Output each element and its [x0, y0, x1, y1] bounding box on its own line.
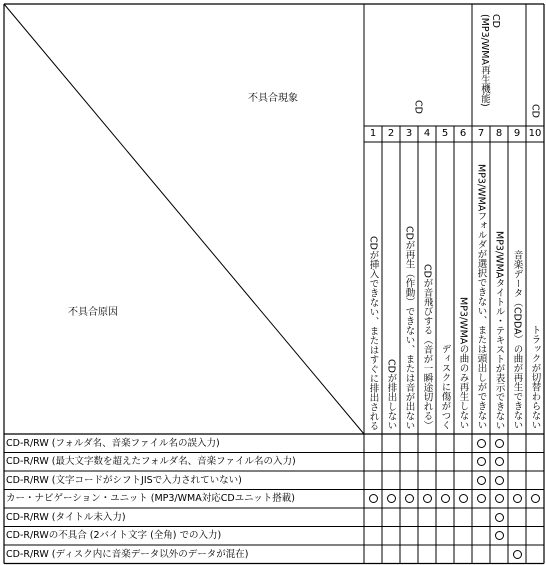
column-phenomenon-text: MP3/WMAフォルダが選択できない、または頭出しができない [475, 164, 487, 430]
column-number: 4 [423, 128, 431, 139]
applicable-mark-circle [513, 494, 522, 503]
column-number: 1 [369, 128, 377, 139]
applicable-mark-circle [495, 439, 504, 448]
column-group-label: CD (MP3/WMA再生機能) [479, 14, 501, 107]
column-phenomenon-text: ディスクに傷がつく [439, 344, 451, 430]
applicable-mark-circle [531, 494, 540, 503]
applicable-mark-circle [369, 494, 378, 503]
applicable-mark-circle [477, 457, 486, 466]
row-cause-text: CD-R/RW (文字コードがシフトJISで入力されていない) [6, 474, 242, 486]
corner-diagonal [4, 4, 364, 434]
column-number: 7 [477, 128, 485, 139]
column-group-label: CD [412, 100, 424, 114]
row-cause-text: CD-R/RW (最大文字数を超えたフォルダ名、音楽ファイル名の入力) [6, 456, 296, 467]
applicable-mark-circle [405, 494, 414, 503]
applicable-mark-circle [495, 494, 504, 503]
applicable-mark-circle [477, 439, 486, 448]
applicable-mark-circle [423, 494, 432, 503]
column-number: 5 [441, 128, 449, 139]
applicable-mark-circle [477, 476, 486, 485]
column-phenomenon-text: トラックが切替わらない [529, 325, 541, 430]
column-phenomenon-text: 音楽データ（CDDA）の曲が再生できない [511, 250, 523, 430]
row-cause-text: CD-R/RW (ディスク内に音楽データ以外のデータが混在) [6, 548, 249, 560]
column-number: 2 [387, 128, 395, 139]
phenomenon-label: 不具合現象 [248, 93, 298, 104]
column-phenomenon-text: CDが排出しない [385, 359, 397, 430]
applicable-mark-circle [495, 457, 504, 466]
column-number: 9 [513, 128, 521, 139]
applicable-mark-circle [495, 513, 504, 522]
column-phenomenon-text: CDが音飛びする（音が一瞬途切れる） [421, 264, 433, 430]
applicable-mark-circle [513, 550, 522, 559]
column-group-label: CD [529, 104, 541, 118]
applicable-mark-circle [459, 494, 468, 503]
applicable-mark-circle [495, 476, 504, 485]
column-number: 6 [459, 128, 467, 139]
column-number: 3 [405, 128, 413, 139]
column-phenomenon-text: MP3/WMAの曲のみ再生しない [457, 297, 469, 430]
applicable-mark-circle [387, 494, 396, 503]
applicable-mark-circle [495, 531, 504, 540]
row-cause-text: CD-R/RW (タイトル未入力) [6, 511, 126, 523]
cause-label: 不具合原因 [68, 307, 118, 318]
column-number: 10 [528, 128, 542, 139]
row-cause-text: CD-R/RWの不具合 (2バイト文字 (全角) での入力) [6, 530, 222, 541]
column-phenomenon-text: CDが挿入できない、またはすぐに排出される [367, 236, 379, 431]
column-number: 8 [495, 128, 503, 139]
column-phenomenon-text: MP3/WMAタイトル・テキストが表示できない [493, 231, 505, 431]
column-phenomenon-text: CDが再生（作動）できない、または音が出ない [403, 226, 415, 430]
applicable-mark-circle [441, 494, 450, 503]
applicable-mark-circle [477, 494, 486, 503]
row-cause-text: カー・ナビゲーション・ユニット (MP3/WMA対応CDユニット搭載) [6, 493, 296, 504]
row-cause-text: CD-R/RW (フォルダ名、音楽ファイル名の誤入力) [6, 437, 220, 449]
